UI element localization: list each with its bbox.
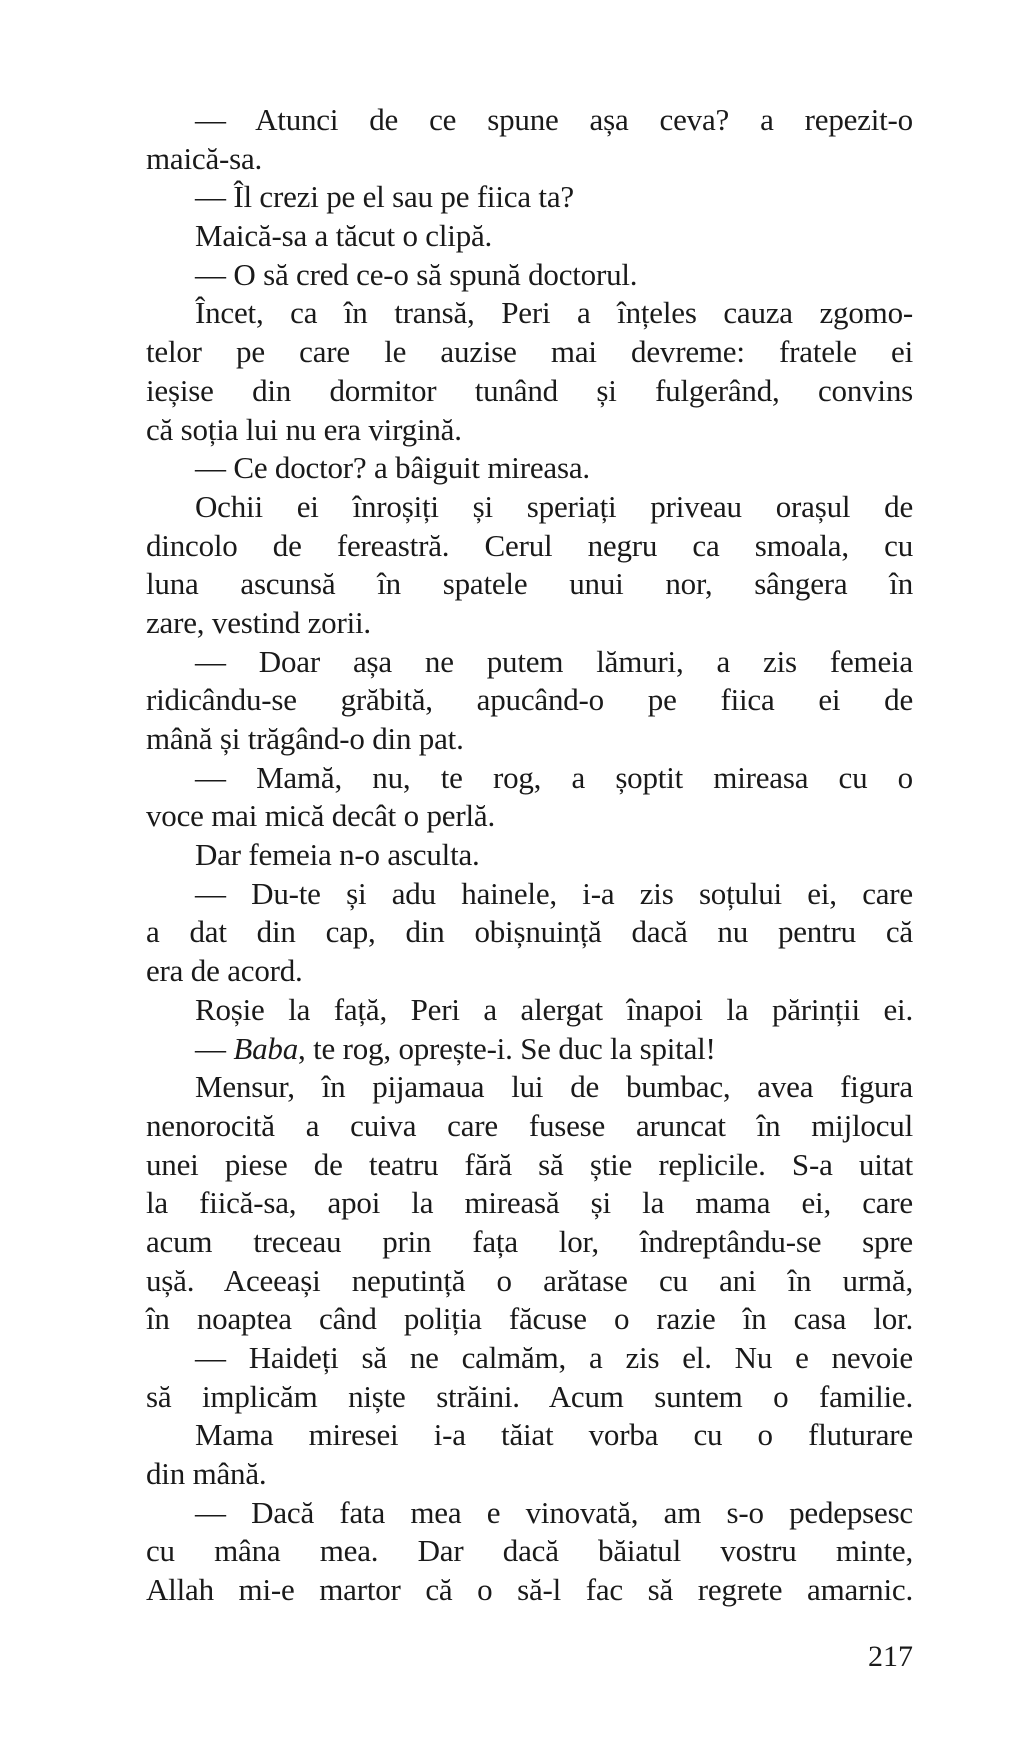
text-line: — Ce doctor? a bâiguit mireasa. (195, 450, 590, 486)
text-line: în noaptea când poliția făcuse o razie în casa lor. (146, 1301, 913, 1337)
text-line: luna ascunsă în spatele unui nor, sângera în (146, 566, 913, 602)
text-line: să implicăm niște străini. Acum suntem o familie. (146, 1378, 913, 1414)
text-line: — Mamă, nu, te rog, a șoptit mireasa cu o (195, 759, 913, 795)
text-segment: , te rog, oprește-i. Se duc la spital! (298, 1030, 716, 1066)
page-body-text (146, 101, 913, 1610)
text-line: — Haideți să ne calmăm, a zis el. Nu e nevoie (195, 1340, 913, 1375)
text-line: — Doar așa ne putem lămuri, a zis femeia (195, 643, 913, 679)
text-line: că soția lui nu era virgină. (146, 411, 462, 447)
text-line: Mensur, în pijamaua lui de bumbac, avea figura (195, 1069, 913, 1105)
text-line: — Du-te și adu hainele, i-a zis soțului ei, care (195, 875, 913, 911)
text-line (146, 1030, 913, 1069)
text-line: ridicându-se grăbită, apucând-o pe fiica ei de (146, 682, 913, 718)
text-line: ieșise din dormitor tunând și fulgerând, convins (146, 372, 913, 408)
text-line: Allah mi-e martor că o să-l fac să regrete amarnic. (146, 1572, 913, 1608)
text-line: la fiică-sa, apoi la mireasă și la mama ei, care (146, 1185, 913, 1221)
text-line: mână și trăgând-o din pat. (146, 721, 464, 756)
text-line: unei piese de teatru fără să știe replicile. S-a uitat (146, 1146, 913, 1182)
text-line: Ochii ei înroșiți și speriați priveau orașul de (195, 488, 913, 524)
text-line: a dat din cap, din obișnuință dacă nu pentru că (146, 914, 913, 950)
page-number: 217 (868, 1640, 913, 1673)
text-segment: — (195, 1030, 234, 1066)
text-line: acum treceau prin fața lor, îndreptându-se spre (146, 1223, 913, 1259)
text-line: — Atunci de ce spune așa ceva? a repezit-o (195, 102, 913, 137)
text-line: nenorocită a cuiva care fusese aruncat în mijlocul (146, 1107, 913, 1143)
text-line: — Îl crezi pe el sau pe fiica ta? (195, 179, 574, 215)
text-line: dincolo de fereastră. Cerul negru ca smoala, cu (146, 527, 913, 563)
text-line: — Dacă fata mea e vinovată, am s-o pedepsesc (195, 1494, 913, 1530)
text-line: Dar femeia n-o asculta. (195, 837, 480, 873)
text-line: voce mai mică decât o perlă. (146, 798, 495, 834)
text-line: Mama miresei i-a tăiat vorba cu o fluturare (195, 1417, 913, 1453)
text-line: zare, vestind zorii. (146, 604, 371, 640)
text-line: maică-sa. (146, 140, 263, 176)
text-line: cu mâna mea. Dar dacă băiatul vostru minte, (146, 1533, 913, 1569)
text-line: era de acord. (146, 953, 303, 989)
text-line: — O să cred ce-o să spună doctorul. (195, 256, 638, 292)
text-line: Maică-sa a tăcut o clipă. (195, 218, 493, 254)
text-line: din mână. (146, 1456, 267, 1492)
text-line: Încet, ca în transă, Peri a înțeles cauza zgomo- (195, 295, 913, 331)
text-line: Roșie la față, Peri a alergat înapoi la părinții ei. (195, 991, 913, 1027)
italic-text: Baba (233, 1030, 298, 1066)
text-line: telor pe care le auzise mai devreme: fratele ei (146, 334, 913, 370)
text-line: ușă. Aceeași neputință o arătase cu ani în urmă, (146, 1262, 913, 1298)
